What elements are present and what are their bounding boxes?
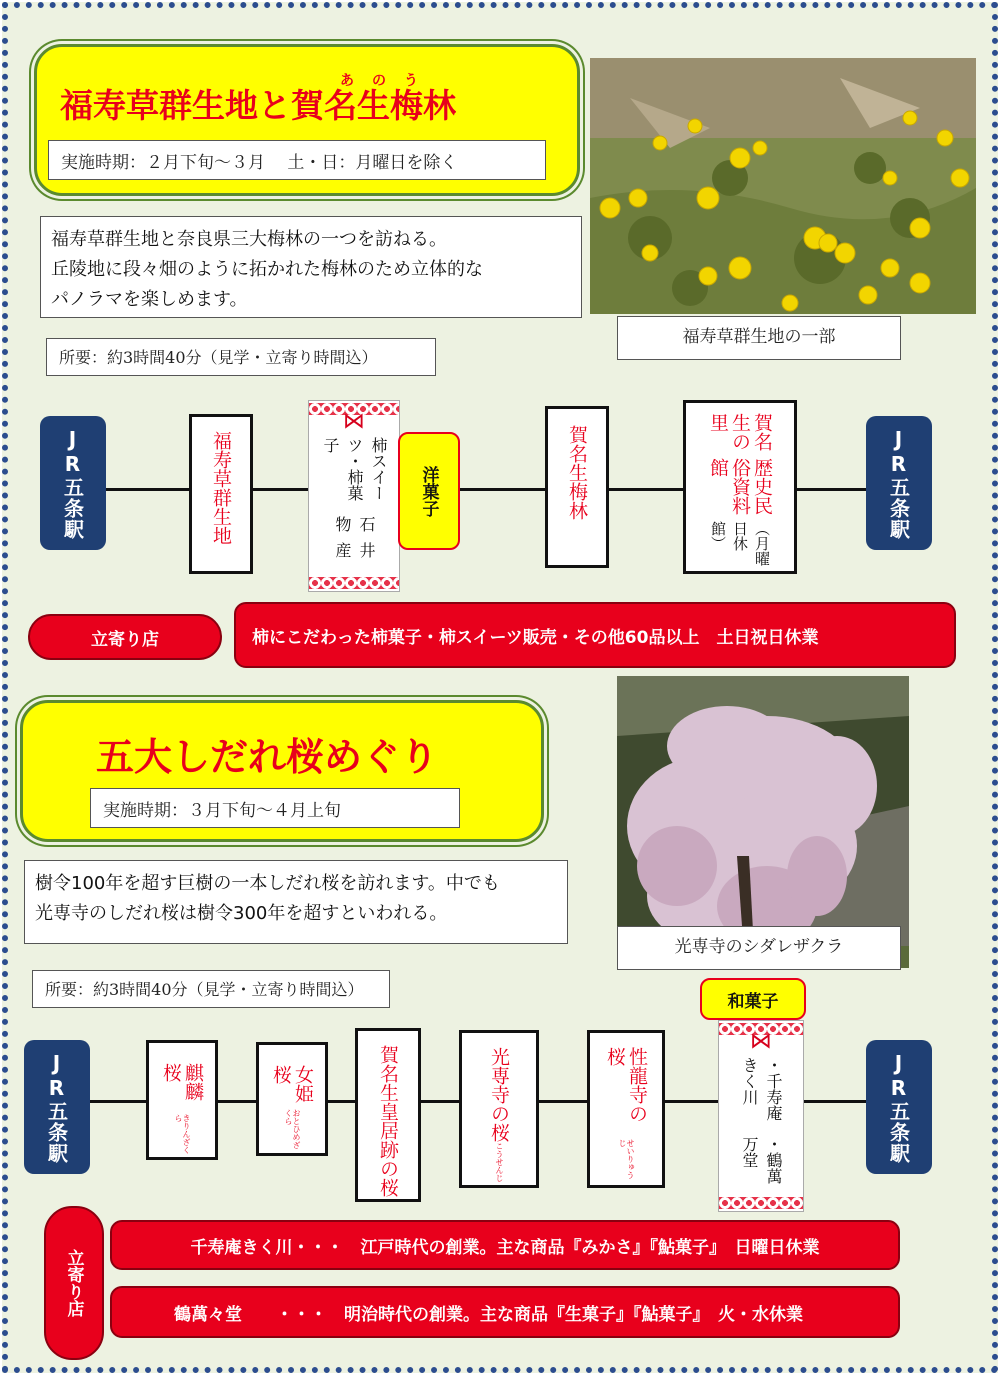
route2-stop5-label: 性龍寺の桜 xyxy=(604,1047,648,1123)
section2-period: 実施時期：３月下旬～４月上旬 xyxy=(90,788,460,828)
section1-desc-line3: パノラマを楽しめます。 xyxy=(51,289,248,310)
route2-stop4-label: 光専寺の桜 xyxy=(488,1047,510,1142)
section2-desc-line2: 光専寺のしだれ桜は樹令300年を超すといわれる。 xyxy=(35,903,448,924)
route2-stop-seiryuji xyxy=(587,1030,665,1188)
section2-title: 五大しだれ桜めぐり xyxy=(96,735,439,779)
route2-shop-line1: ・千寿庵きく川 xyxy=(740,1057,783,1121)
section2-shop-info-tsurumando: 鶴萬々堂 ・・・ 明治時代の創業。主な商品『生菓子』『鮎菓子』 火・水休業 xyxy=(110,1286,900,1338)
title-ruby-a: あ xyxy=(340,73,354,89)
section1-shop-info: 柿にこだわった柿菓子・柿スイーツ販売・その他60品以上 土日祝日休業 xyxy=(234,602,956,668)
route2-stop-kousenji xyxy=(459,1030,539,1188)
section2-desc-line1: 樹令100年を超す巨樹の一本しだれ桜を訪れます。中でも xyxy=(35,873,500,894)
route2-stop2-ruby: おとひめざくら xyxy=(284,1109,301,1150)
section1-shop-label: 立寄り店 xyxy=(28,614,222,660)
section1-duration: 所要：約3時間40分（見学・立寄り時間込） xyxy=(46,338,436,376)
route1-stop-anou-bairin: 賀名生梅林 xyxy=(545,406,609,568)
section2-duration: 所要：約3時間40分（見学・立寄り時間込） xyxy=(32,970,390,1008)
route2-stop4-ruby: こうせんじ xyxy=(495,1142,504,1182)
section2-photo-caption: 光専寺のシダレザクラ xyxy=(617,926,901,970)
title-ruby-no: の xyxy=(372,73,386,89)
route1-shop-line2: 石井物産 xyxy=(333,515,376,568)
route1-stop-fukujuso: 福寿草群生地 xyxy=(189,414,253,574)
route1-shop-tag: 洋菓子 xyxy=(398,432,460,550)
section1-period: 実施時期：２月下旬～３月 土・日：月曜日を除く xyxy=(48,140,546,180)
sakura-photo xyxy=(617,676,909,968)
section2-shop-info-kikukawa: 千寿庵きく川・・・ 江戸時代の創業。主な商品『みかさ』『鮎菓子』 日曜日休業 xyxy=(110,1220,900,1270)
route1-shop-ishii xyxy=(308,400,400,592)
route2-stop2-label: 女姫桜 xyxy=(270,1065,314,1103)
route2-stop1-ruby: きりんざくら xyxy=(174,1114,191,1155)
route1-start-station: JR五条駅 xyxy=(40,416,106,550)
route1-stop-museum xyxy=(683,400,797,574)
route2-shop-line2: ・鶴萬万堂 xyxy=(740,1136,783,1185)
route1-museum-note: （月曜日休館） xyxy=(709,521,771,567)
section2-shop-label: 立寄り店 xyxy=(44,1206,104,1360)
lace-decoration xyxy=(309,577,399,589)
ribbon-bow-icon: ⋈ xyxy=(750,1029,772,1054)
ribbon-bow-icon: ⋈ xyxy=(343,409,365,434)
fukujuso-photo xyxy=(590,58,976,314)
route2-start-station: JR五条駅 xyxy=(24,1040,90,1174)
section2-description xyxy=(24,860,568,944)
route1-shop-names xyxy=(309,437,399,573)
route1-shop-line1: 柿スイーツ・柿菓子 xyxy=(321,437,388,501)
section1-title: 福寿草群生地と賀名生梅林 xyxy=(60,86,456,125)
route2-stop1-label: 麒麟桜 xyxy=(160,1063,204,1101)
section1-desc-line2: 丘陵地に段々畑のように拓かれた梅林のため立体的な xyxy=(51,259,483,280)
lace-decoration xyxy=(719,1197,803,1209)
route2-shop-wagashi xyxy=(718,1020,804,1212)
section1-photo-caption: 福寿草群生地の一部 xyxy=(617,316,901,360)
route2-stop-otohime xyxy=(256,1042,328,1156)
route1-museum-line2: 歴史民俗資料館 xyxy=(707,458,773,516)
section1-desc-line1: 福寿草群生地と奈良県三大梅林の一つを訪ねる。 xyxy=(51,229,447,250)
route2-stop-kouikyo: 賀名生皇居跡の桜 xyxy=(355,1028,421,1202)
route2-shop-tag: 和菓子 xyxy=(700,978,806,1020)
route2-stop5-ruby: せいりゅうじ xyxy=(618,1138,635,1179)
route2-shop-names xyxy=(719,1057,803,1193)
route2-end-station: JR五条駅 xyxy=(866,1040,932,1174)
route1-museum-line1: 賀名生の里 xyxy=(707,413,773,451)
route2-stop-kirin xyxy=(146,1040,218,1160)
section1-description xyxy=(40,216,582,318)
title-ruby-u: う xyxy=(404,73,418,89)
route1-end-station: JR五条駅 xyxy=(866,416,932,550)
